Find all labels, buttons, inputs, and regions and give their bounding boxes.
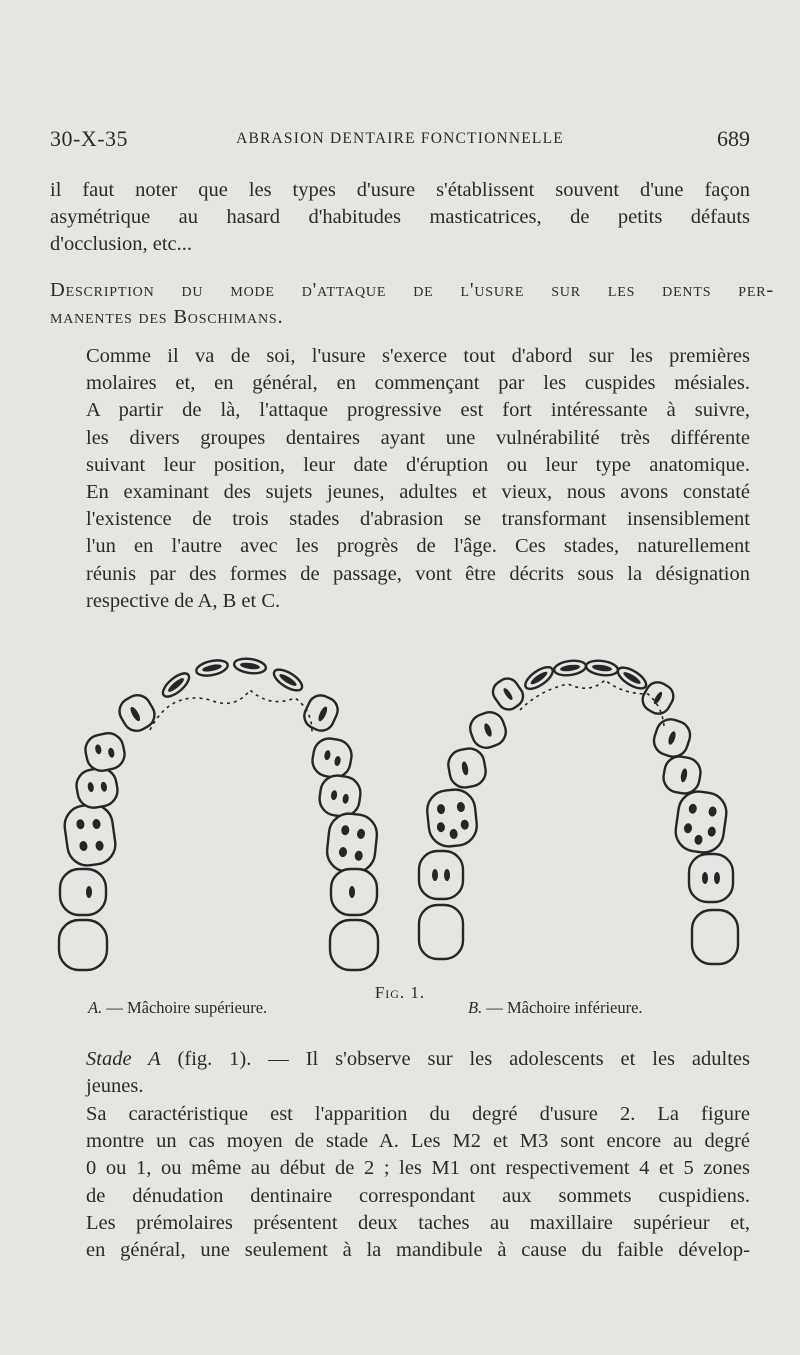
figure-dental-arches <box>50 650 750 980</box>
text-line: les divers groupes dentaires ayant une vulnérabilité très différente <box>86 426 750 449</box>
caption-letter: B. <box>468 998 483 1017</box>
upper-left-canine <box>115 690 160 735</box>
upper-right-pm2 <box>317 773 362 818</box>
lower-right-m2 <box>689 854 733 902</box>
lower-right-central-incisor <box>585 659 619 677</box>
text-line: molaires et, en général, en commençant par les cuspides mésiales. <box>86 372 750 395</box>
upper-right-pm1 <box>310 736 354 780</box>
text-line: jeunes. <box>86 1075 144 1098</box>
upper-left-pm2 <box>74 766 120 810</box>
text-line: suivant leur position, leur date d'éruption ou leur type anatomique. <box>86 453 750 476</box>
heading-line: Description du mode d'attaque de l'usure sur les dents per- <box>50 279 774 301</box>
heading-line: manentes des Boschimans. <box>50 306 284 329</box>
upper-left-m2 <box>60 869 106 915</box>
page-number: 689 <box>717 126 750 151</box>
upper-left-central-incisor <box>195 658 229 678</box>
text-line: d'occlusion, etc... <box>50 233 193 256</box>
lower-left-m1 <box>425 788 479 849</box>
paragraph-3 <box>50 1046 750 1100</box>
upper-left-pm1 <box>83 730 128 773</box>
header-date: 30-X-35 <box>50 126 129 151</box>
text-line: montre un cas moyen de stade A. Les M2 et M3 sont encore au degré <box>86 1130 750 1153</box>
caption-letter: A. <box>88 998 103 1017</box>
running-header <box>50 126 750 156</box>
upper-right-canine <box>300 691 342 734</box>
caption-text: — Mâchoire supérieure. <box>102 998 268 1017</box>
lower-left-m3 <box>419 905 463 959</box>
text-line: respective de A, B et C. <box>86 589 281 612</box>
text-line <box>50 1046 750 1073</box>
paragraph-1 <box>50 177 750 259</box>
dental-arches-drawing <box>50 650 750 980</box>
lower-left-pm2 <box>446 746 488 790</box>
lower-right-pm2 <box>661 754 703 796</box>
lower-left-pm1 <box>466 708 510 752</box>
text-line: Les prémolaires présentent deux taches au maxillaire supérieur et, <box>86 1211 750 1234</box>
upper-right-central-incisor <box>233 657 267 675</box>
paragraph-4 <box>50 1101 750 1264</box>
text-fragment: (fig. 1). — Il s'observe sur les adolescents et les adultes <box>160 1048 751 1070</box>
text-line: l'existence de trois stades d'abrasion se transformant insensiblement <box>86 508 750 531</box>
upper-right-m3 <box>330 920 378 970</box>
upper-arch-outline <box>150 690 312 732</box>
text-line: en général, une seulement à la mandibule à cause du faible dévelop- <box>86 1239 750 1262</box>
upper-right-lateral-incisor <box>271 666 306 695</box>
figure-label: Fig. 1. <box>374 983 426 1002</box>
lower-right-m1 <box>673 789 729 855</box>
text-line: 0 ou 1, ou même au début de 2 ; les M1 ont respectivement 4 et 5 zones <box>86 1157 750 1180</box>
text-line: de dénudation dentinaire correspondant aux sommets cuspidiens. <box>86 1184 750 1207</box>
upper-right-m1 <box>325 812 379 875</box>
text-line: Sa caractéristique est l'apparition du degré d'usure 2. La figure <box>86 1103 750 1125</box>
text-line: il faut noter que les types d'usure s'établissent souvent d'une façon <box>50 179 750 201</box>
running-title: ABRASION DENTAIRE FONCTIONNELLE <box>236 130 564 147</box>
text-line: Comme il va de soi, l'usure s'exerce tout d'abord sur les premières <box>86 345 750 367</box>
caption-text: — Mâchoire inférieure. <box>482 998 643 1017</box>
upper-right-m2 <box>331 869 377 915</box>
stade-label: Stade A <box>86 1048 161 1070</box>
upper-left-m3 <box>59 920 107 970</box>
text-line: A partir de là, l'attaque progressive est fort intéressante à suivre, <box>86 399 750 422</box>
text-line: réunis par des formes de passage, vont être décrits sous la désignation <box>86 562 750 585</box>
lower-right-m3 <box>692 910 738 964</box>
upper-left-m1 <box>62 802 118 868</box>
section-heading <box>50 277 774 331</box>
text-line: En examinant des sujets jeunes, adultes et vieux, nous avons constaté <box>86 481 750 504</box>
lower-left-m2 <box>419 851 463 899</box>
text-line: asymétrique au hasard d'habitudes masticatrices, de petits défauts <box>50 206 750 229</box>
caption-lower-jaw <box>468 998 643 1018</box>
upper-left-lateral-incisor <box>159 669 193 700</box>
lower-right-pm1 <box>650 716 693 761</box>
lower-left-central-incisor <box>553 659 587 677</box>
caption-upper-jaw <box>88 998 267 1018</box>
paragraph-2 <box>50 343 750 615</box>
text-line: l'un en l'autre avec les progrès de l'âge. Ces stades, naturellement <box>86 535 750 558</box>
